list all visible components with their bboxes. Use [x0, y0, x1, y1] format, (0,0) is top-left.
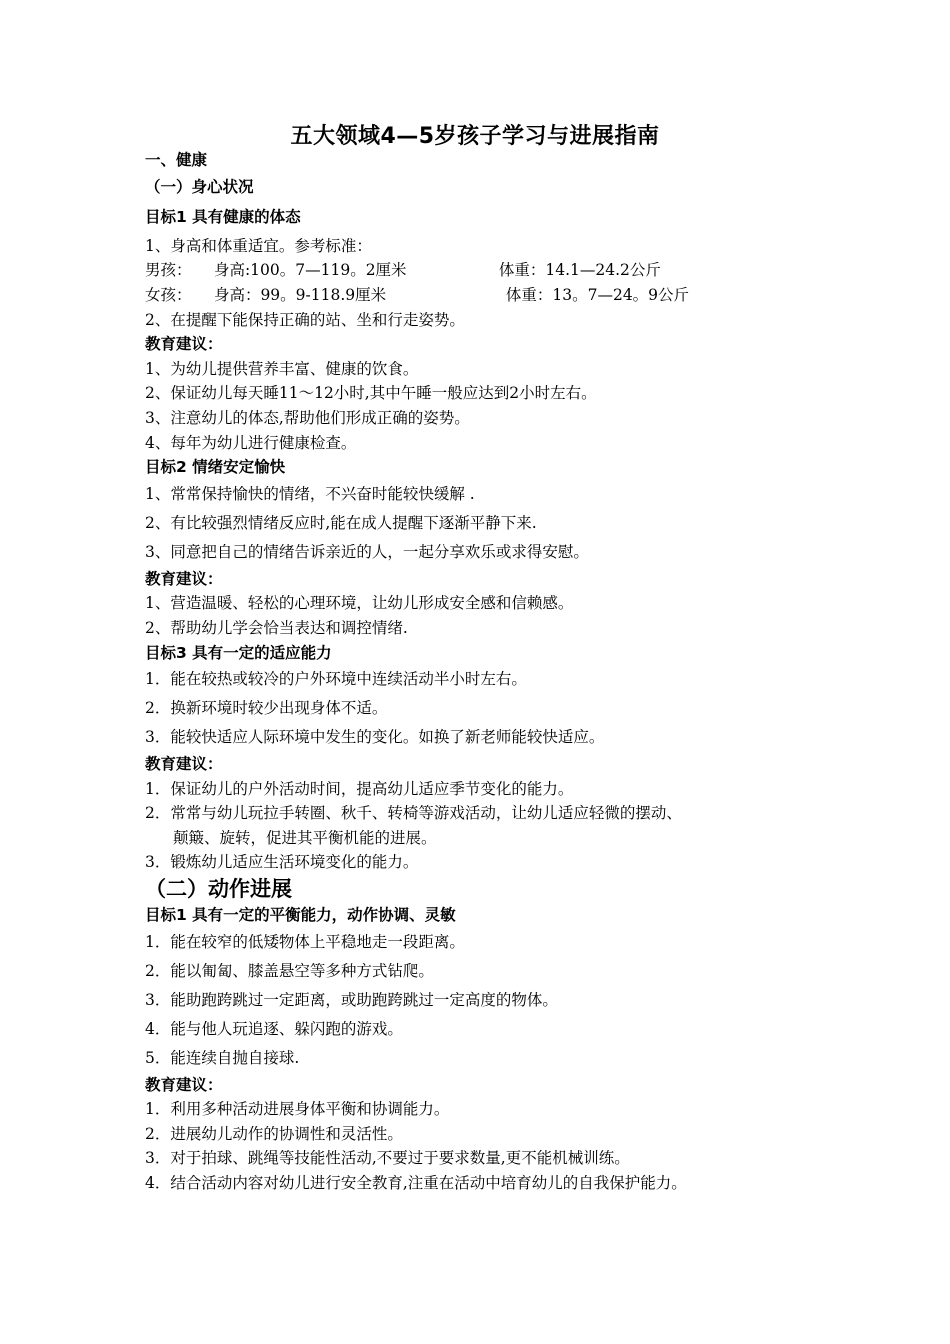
goal-heading: 目标1 具有一定的平衡能力，动作协调、灵敏 [145, 906, 456, 925]
list-item: 3、注意幼儿的体态,帮助他们形成正确的姿势。 [145, 408, 470, 427]
list-item: 4、每年为幼儿进行健康检查。 [145, 433, 357, 452]
goal-heading: 目标1 具有健康的体态 [145, 208, 301, 227]
list-item: 3、同意把自己的情绪告诉亲近的人，一起分享欢乐或求得安慰。 [145, 542, 589, 561]
list-item: 3．对于拍球、跳绳等技能性活动,不要过于要求数量,更不能机械训练。 [145, 1149, 630, 1168]
girl-label: 女孩： [145, 285, 192, 304]
boy-standard-row [145, 258, 825, 283]
list-item: 4．能与他人玩追逐、躲闪跑的游戏。 [145, 1019, 403, 1038]
document-body [145, 148, 825, 1196]
advice-heading: 教育建议： [145, 569, 223, 588]
list-item: 3．锻炼幼儿适应生活环境变化的能力。 [145, 853, 419, 872]
list-item: 2．能以匍匐、膝盖悬空等多种方式钻爬。 [145, 961, 434, 980]
boy-weight: 体重：14.1—24.2公斤 [498, 261, 661, 280]
list-item: 1、营造温暖、轻松的心理环境，让幼儿形成安全感和信赖感。 [145, 594, 574, 613]
advice-heading: 教育建议： [145, 335, 223, 354]
list-item: 1、为幼儿提供营养丰富、健康的饮食。 [145, 359, 419, 378]
subsection-heading-motor: （二）动作进展 [145, 877, 292, 902]
boy-height: 身高:100。7—119。2厘米 [213, 261, 407, 280]
list-item: 4．结合活动内容对幼儿进行安全教育,注重在活动中培育幼儿的自我保护能力。 [145, 1174, 687, 1193]
list-item-continuation: 颠簸、旋转，促进其平衡机能的进展。 [173, 828, 437, 847]
list-item: 2．常常与幼儿玩拉手转圈、秋千、转椅等游戏活动，让幼儿适应轻微的摆动、 [145, 804, 682, 823]
list-item: 1．保证幼儿的户外活动时间，提高幼儿适应季节变化的能力。 [145, 779, 574, 798]
list-item: 2．进展幼儿动作的协调性和灵活性。 [145, 1124, 403, 1143]
subsection-heading-physical: （一）身心状况 [145, 177, 254, 196]
list-item: 2．换新环境时较少出现身体不适。 [145, 699, 388, 718]
list-item: 5．能连续自抛自接球. [145, 1048, 300, 1067]
goal-heading: 目标2 情绪安定愉快 [145, 458, 286, 477]
girl-weight: 体重：13。7—24。9公斤 [505, 285, 690, 304]
document-title: 五大领域4—5岁孩子学习与进展指南 [290, 124, 660, 149]
list-item: 1．利用多种活动进展身体平衡和协调能力。 [145, 1100, 450, 1119]
list-item: 2、有比较强烈情绪反应时,能在成人提醒下逐渐平静下来. [145, 513, 537, 532]
list-item: 3．能助跑跨跳过一定距离，或助跑跨跳过一定高度的物体。 [145, 990, 558, 1009]
paragraph: 1、身高和体重适宜。参考标准： [145, 236, 372, 255]
girl-height: 身高：99。9-118.9厘米 [213, 285, 387, 304]
list-item: 3．能较快适应人际环境中发生的变化。如换了新老师能较快适应。 [145, 728, 605, 747]
list-item: 2、帮助幼儿学会恰当表达和调控情绪. [145, 618, 408, 637]
list-item: 1．能在较窄的低矮物体上平稳地走一段距离。 [145, 932, 465, 951]
list-item: 2、保证幼儿每天睡11～12小时,其中午睡一般应达到2小时左右。 [145, 384, 597, 403]
list-item: 1、常常保持愉快的情绪，不兴奋时能较快缓解 . [145, 484, 475, 503]
paragraph: 2、在提醒下能保持正确的站、坐和行走姿势。 [145, 310, 465, 329]
list-item: 1．能在较热或较冷的户外环境中连续活动半小时左右。 [145, 670, 527, 689]
advice-heading: 教育建议： [145, 1075, 223, 1094]
boy-label: 男孩： [145, 261, 192, 280]
advice-heading: 教育建议： [145, 755, 223, 774]
section-heading-health: 一、健康 [145, 151, 208, 169]
goal-heading: 目标3 具有一定的适应能力 [145, 643, 332, 662]
girl-standard-row [145, 283, 825, 308]
